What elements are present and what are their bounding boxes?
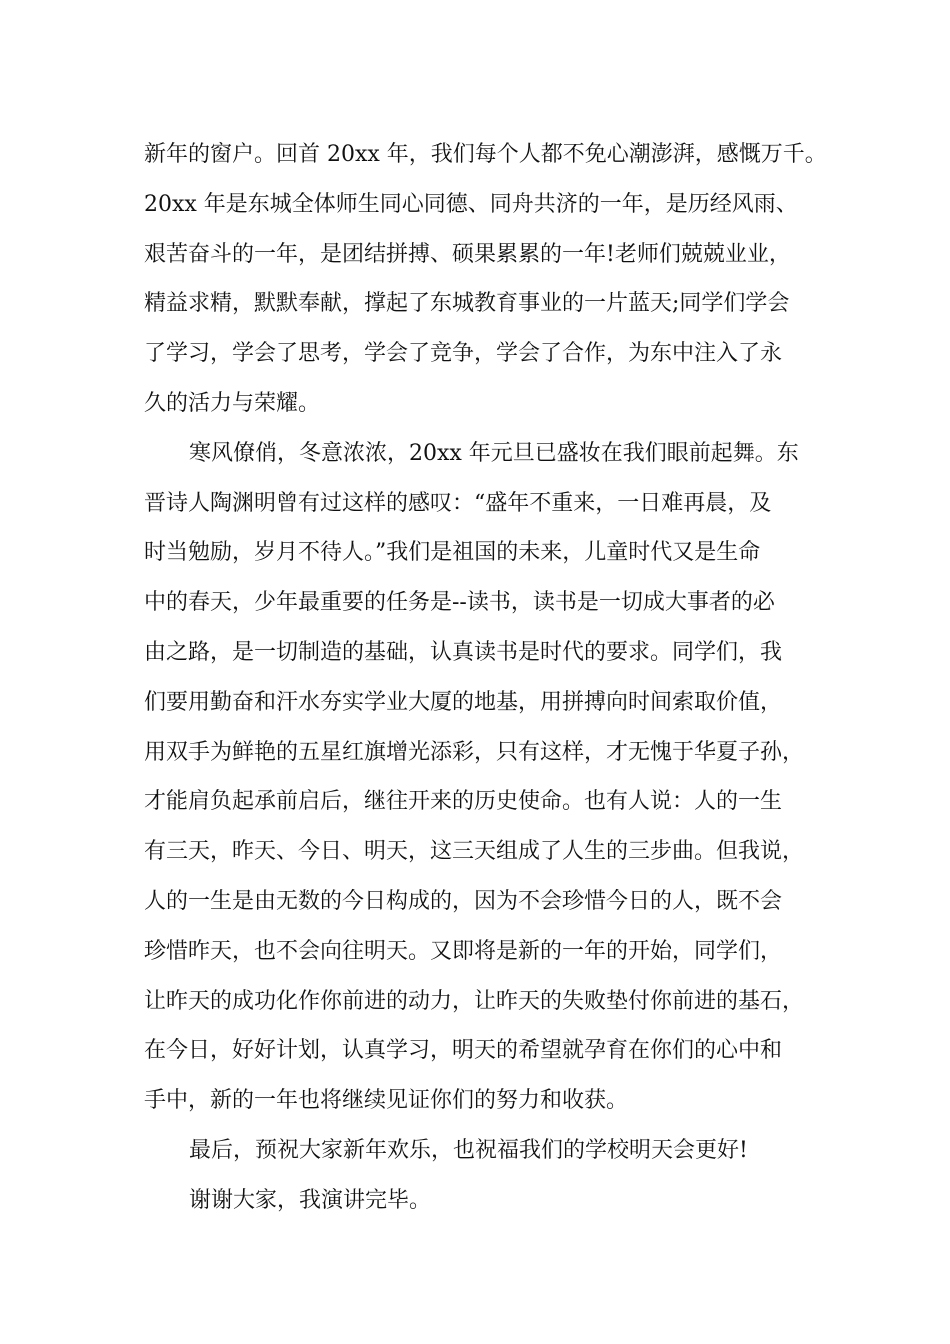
text-line: 才能肩负起承前启后，继往开来的历史使命。也有人说：人的一生 — [144, 789, 783, 815]
paragraph-new-year — [144, 429, 824, 1126]
text-line: 最后，预祝大家新年欢乐，也祝福我们的学校明天会更好! — [189, 1137, 748, 1163]
text-line: 在今日，好好计划，认真学习，明天的希望就孕育在你们的心中和 — [144, 1038, 783, 1064]
text-line: 时当勉励，岁月不待人。”我们是祖国的未来，儿童时代又是生命 — [144, 540, 761, 566]
text-line: 手中，新的一年也将继续见证你们的努力和收获。 — [144, 1088, 629, 1114]
text-line: 艰苦奋斗的一年，是团结拼搏、硕果累累的一年!老师们兢兢业业， — [144, 241, 791, 267]
text-line: 20xx 年是东城全体师生同心同德、同舟共济的一年，是历经风雨、 — [144, 191, 798, 217]
paragraph-retrospective — [144, 130, 827, 429]
text-line: 人的一生是由无数的今日构成的，因为不会珍惜今日的人，既不会 — [144, 888, 783, 914]
text-line: 有三天，昨天、今日、明天，这三天组成了人生的三步曲。但我说， — [144, 839, 805, 865]
speech-body — [144, 130, 827, 1226]
text-line: 由之路，是一切制造的基础，认真读书是时代的要求。同学们，我 — [144, 639, 783, 665]
paragraph-closing-wish — [144, 1126, 824, 1176]
text-line: 珍惜昨天，也不会向往明天。又即将是新的一年的开始，同学们， — [144, 938, 783, 964]
text-line: 精益求精，默默奉献，撑起了东城教育事业的一片蓝天;同学们学会 — [144, 291, 790, 317]
text-line: 了学习，学会了思考，学会了竞争，学会了合作，为东中注入了永 — [144, 341, 783, 367]
text-line: 谢谢大家，我演讲完毕。 — [189, 1187, 432, 1213]
text-line: 中的春天，少年最重要的任务是--读书，读书是一切成大事者的必 — [144, 590, 775, 616]
text-line: 让昨天的成功化作你前进的动力，让昨天的失败垫付你前进的基石， — [144, 988, 805, 1014]
paragraph-thanks — [144, 1176, 824, 1226]
text-line: 寒风僚俏，冬意浓浓，20xx 年元旦已盛妆在我们眼前起舞。东 — [189, 440, 799, 466]
text-line: 晋诗人陶渊明曾有过这样的感叹：“盛年不重来，一日难再晨，及 — [144, 490, 772, 516]
text-line: 们要用勤奋和汗水夯实学业大厦的地基，用拼搏向时间索取价值， — [144, 689, 783, 715]
text-line: 用双手为鲜艳的五星红旗增光添彩，只有这样，才无愧于华夏子孙， — [144, 739, 805, 765]
text-line: 新年的窗户。回首 20xx 年，我们每个人都不免心潮澎湃，感慨万千。 — [144, 142, 827, 167]
text-line: 久的活力与荣耀。 — [144, 390, 321, 416]
